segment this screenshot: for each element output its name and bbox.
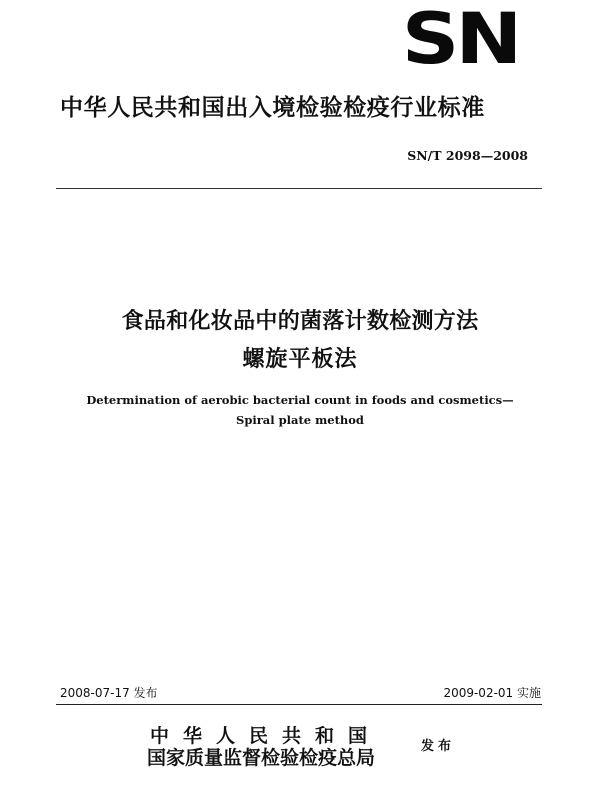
- document-title-zh-line1: 食品和化妆品中的菌落计数检测方法: [121, 309, 479, 334]
- standard-category-title: 中华人民共和国出入境检验检疫行业标准: [60, 95, 485, 121]
- publisher-name-line2: 国家质量监督检验检疫总局: [147, 747, 376, 769]
- document-title-en-line2: Spiral plate method: [236, 413, 364, 427]
- issue-date: 2008-07-17 发布: [60, 686, 158, 700]
- sn-logo-text: SN: [401, 0, 519, 80]
- standard-code: SN/T 2098—2008: [407, 148, 528, 163]
- implementation-date: 2009-02-01 实施: [443, 686, 541, 700]
- sn-logo: [398, 0, 522, 80]
- footer-divider: [56, 704, 542, 705]
- publisher-verb: 发布: [421, 739, 456, 754]
- publisher-name-line1: 中华人民共和国: [150, 725, 382, 747]
- document-title-zh-line2: 螺旋平板法: [242, 347, 358, 372]
- header-divider: [56, 188, 542, 189]
- document-title-en-line1: Determination of aerobic bacterial count in foods and cosmetics—: [86, 393, 514, 407]
